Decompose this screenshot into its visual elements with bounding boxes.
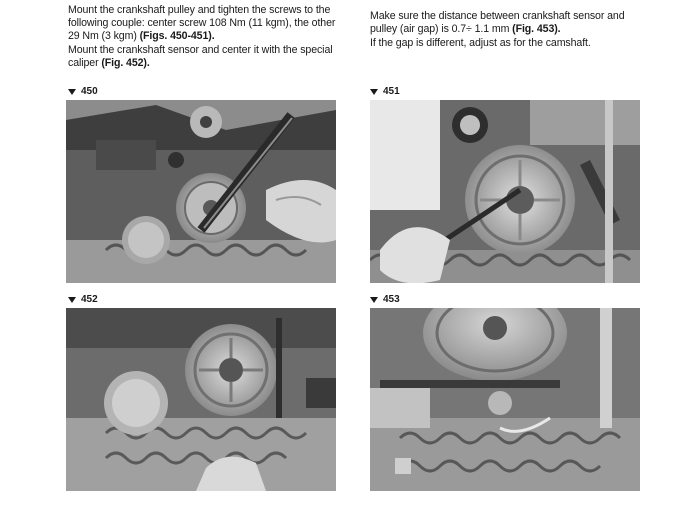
right-instructions bbox=[370, 10, 645, 51]
triangle-marker-icon bbox=[370, 89, 378, 95]
engine-pulley-photo bbox=[66, 308, 336, 491]
figure-reference: (Fig. 453). bbox=[512, 23, 561, 35]
triangle-marker-icon bbox=[68, 89, 76, 95]
figure-label-453: 453 bbox=[370, 294, 400, 305]
figure-reference: (Fig. 452). bbox=[101, 57, 150, 69]
figure-label-450: 450 bbox=[68, 86, 98, 97]
triangle-marker-icon bbox=[370, 297, 378, 303]
instruction-check-air-gap: Make sure the distance between crankshaft sensor and pulley (air gap) is 0.7÷ 1.1 mm (Fig. 453). bbox=[370, 10, 625, 35]
engine-pulley-photo bbox=[66, 100, 336, 283]
triangle-marker-icon bbox=[68, 297, 76, 303]
instruction-adjust-gap: If the gap is different, adjust as for the camshaft. bbox=[370, 37, 591, 49]
left-instructions bbox=[68, 4, 340, 71]
engine-pulley-photo bbox=[370, 308, 640, 491]
photo-figure-453 bbox=[370, 308, 640, 491]
engine-pulley-photo bbox=[370, 100, 640, 283]
photo-figure-450 bbox=[66, 100, 336, 283]
photo-figure-451 bbox=[370, 100, 640, 283]
instruction-mount-sensor: Mount the crankshaft sensor and center it with the special caliper (Fig. 452). bbox=[68, 44, 333, 69]
figure-label-452: 452 bbox=[68, 294, 98, 305]
photo-figure-452 bbox=[66, 308, 336, 491]
instruction-tighten-screws: Mount the crankshaft pulley and tighten the screws to the following couple: center screw 108 Nm (11 kgm), the other 29 Nm (3 kgm) (Figs. 450-451). bbox=[68, 4, 336, 42]
figure-reference: (Figs. 450-451). bbox=[139, 30, 215, 42]
figure-label-451: 451 bbox=[370, 86, 400, 97]
